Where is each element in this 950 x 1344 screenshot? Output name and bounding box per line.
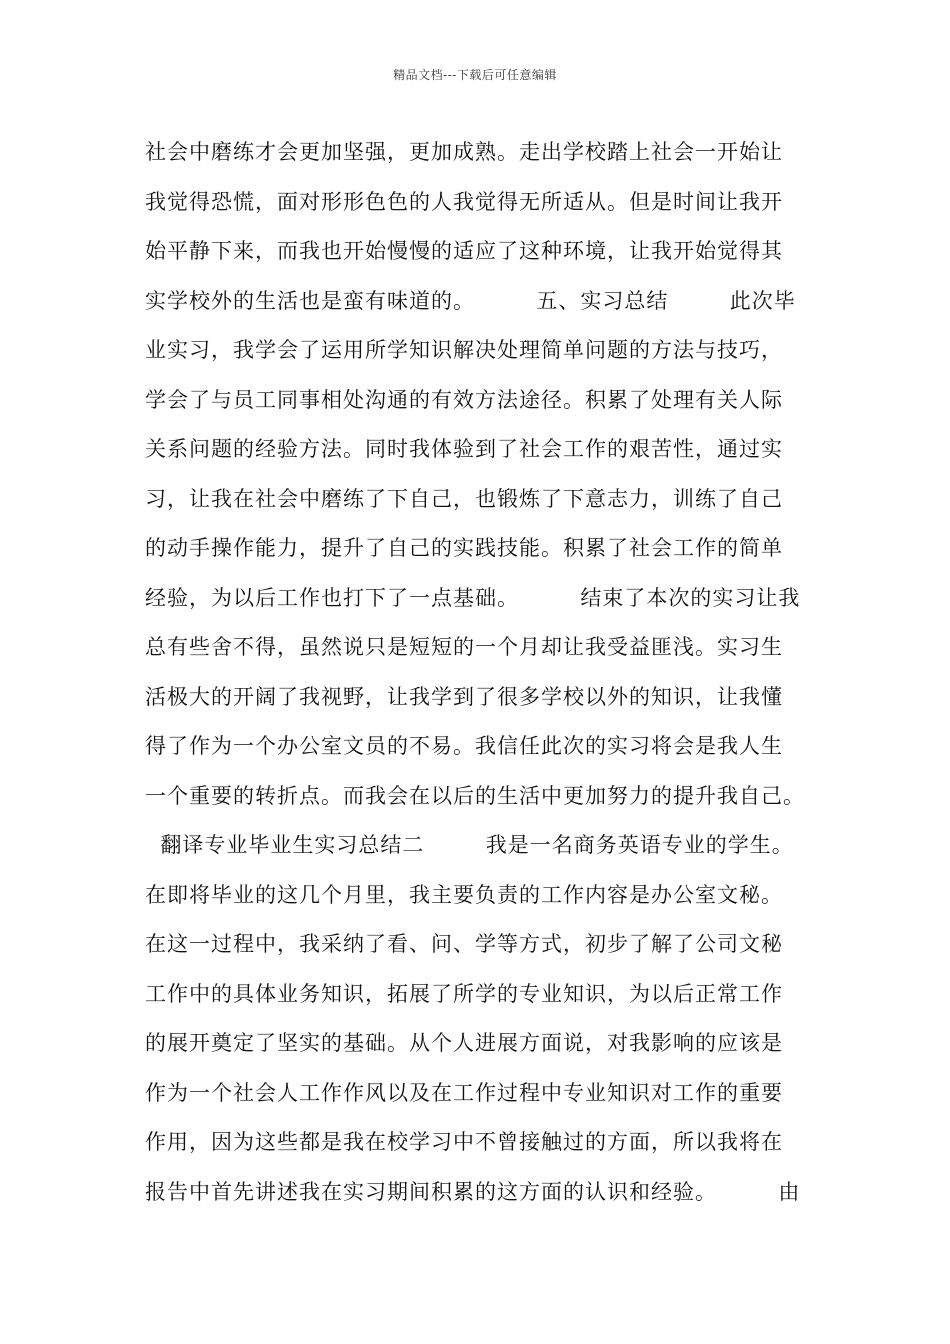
text-line: 的动手操作能力，提升了自己的实践技能。积累了社会工作的简单 <box>145 536 783 560</box>
text-line: 学会了与员工同事相处沟通的有效方法途径。积累了处理有关人际 <box>145 387 783 412</box>
text-line: 在这一过程中，我采纳了看、问、学等方式，初步了解了公司文秘 <box>145 932 783 956</box>
text-line: 实学校外的生活也是蛮有味道的。 五、实习总结 此次毕 <box>145 288 796 313</box>
text-line: 作用，因为这些都是我在校学习中不曾接触过的方面，所以我将在 <box>145 1130 783 1154</box>
text-line: 关系问题的经验方法。同时我体验到了社会工作的艰苦性，通过实 <box>145 437 783 461</box>
text-line: 习，让我在社会中磨练了下自己，也锻炼了下意志力，训练了自己 <box>145 486 783 511</box>
text-line: 工作中的具体业务知识，拓展了所学的专业知识，为以后正常工作 <box>145 981 783 1006</box>
text-line: 我觉得恐慌，面对形形色色的人我觉得无所适从。但是时间让我开 <box>145 189 783 214</box>
text-line: 在即将毕业的这几个月里，我主要负责的工作内容是办公室文秘。 <box>145 882 783 907</box>
text-line: 始平静下来，而我也开始慢慢的适应了这种环境，让我开始觉得其 <box>145 239 783 263</box>
page-header: 精品文档---下载后可任意编辑 <box>393 68 557 82</box>
text-line: 一个重要的转折点。而我会在以后的生活中更加努力的提升我自己。 <box>145 783 805 808</box>
text-line: 社会中磨练才会更加坚强，更加成熟。走出学校踏上社会一开始让 <box>145 140 783 164</box>
text-line: 作为一个社会人工作作风以及在工作过程中专业知识对工作的重要 <box>145 1080 783 1105</box>
text-line: 业实习，我学会了运用所学知识解决处理简单问题的方法与技巧， <box>145 338 783 362</box>
text-line: 的展开奠定了坚实的基础。从个人进展方面说，对我影响的应该是 <box>145 1031 783 1055</box>
text-line: 总有些舍不得，虽然说只是短短的一个月却让我受益匪浅。实习生 <box>145 635 783 659</box>
body-text <box>145 128 825 1217</box>
text-line: 得了作为一个办公室文员的不易。我信任此次的实习将会是我人生 <box>145 734 783 758</box>
text-line: 报告中首先讲述我在实习期间积累的这方面的认识和经验。 由 <box>145 1179 801 1204</box>
text-line: 翻译专业毕业生实习总结二 我是一名商务英语专业的学生。 <box>145 833 794 857</box>
text-line: 活极大的开阔了我视野，让我学到了很多学校以外的知识，让我懂 <box>145 684 783 709</box>
text-line: 经验，为以后工作也打下了一点基础。 结束了本次的实习让我 <box>145 585 801 610</box>
